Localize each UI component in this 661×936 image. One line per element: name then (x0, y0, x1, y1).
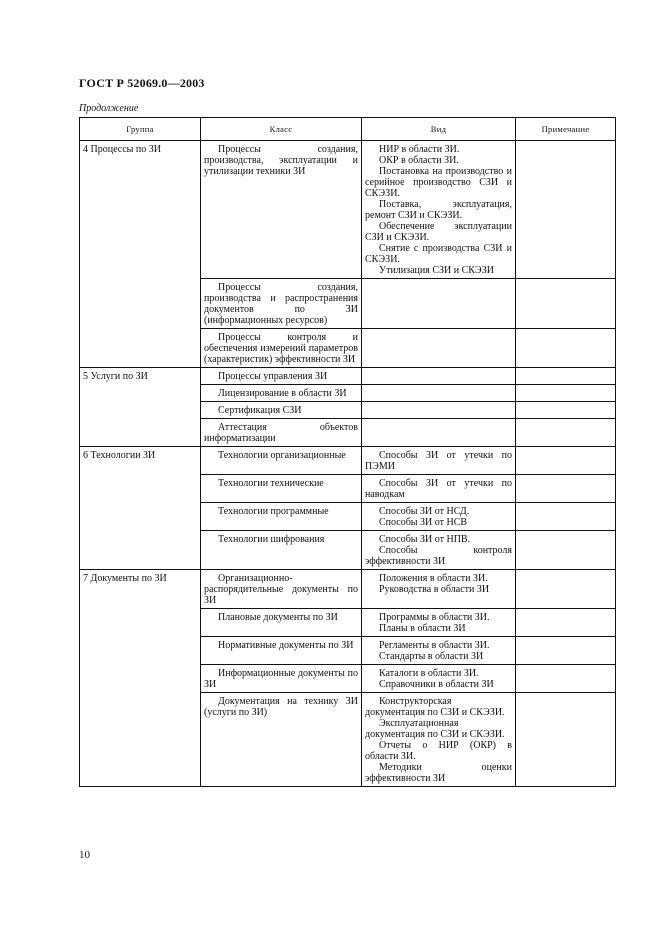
kind-item: Утилизация СЗИ и СКЭЗИ (379, 265, 495, 276)
class-cell: Процессы создания, производства и распространения документов по ЗИ (информационных ресурсов) (201, 279, 362, 329)
note-cell (516, 570, 616, 609)
kind-cell (362, 329, 516, 368)
kind-item: Способы ЗИ от утечки по ПЭМИ (365, 450, 512, 472)
kind-cell (362, 447, 516, 475)
continuation-label: Продолжение (79, 103, 139, 114)
table-row (80, 447, 616, 475)
kind-item: ОКР в области ЗИ. (379, 155, 459, 166)
kind-item: Способы ЗИ от НПВ. (379, 534, 471, 545)
classification-table (79, 117, 616, 787)
class-cell: Процессы контроля и обеспечения измерений параметров (характеристик) эффективности ЗИ (201, 329, 362, 368)
kind-item: Способы ЗИ от утечки по наводкам (365, 478, 512, 500)
table-row (80, 368, 616, 385)
note-cell (516, 693, 616, 787)
kind-cell (362, 385, 516, 402)
kind-cell (362, 503, 516, 531)
column-header-kind: Вид (362, 118, 516, 141)
table-row (80, 141, 616, 279)
class-cell: Организационно-распорядительные документы по ЗИ (201, 570, 362, 609)
kind-cell (362, 693, 516, 787)
column-header-class: Класс (201, 118, 362, 141)
note-cell (516, 141, 616, 279)
kind-cell (362, 531, 516, 570)
kind-cell (362, 570, 516, 609)
kind-item: Способы контроля эффективности ЗИ (365, 545, 512, 567)
group-cell: 7 Документы по ЗИ (80, 570, 201, 787)
kind-item: Поставка, эксплуатация, ремонт СЗИ и СКЭЗИ. (365, 199, 512, 221)
kind-cell (362, 368, 516, 385)
kind-item: НИР в области ЗИ. (379, 144, 460, 155)
kind-cell (362, 141, 516, 279)
class-cell: Документация на технику ЗИ (услуги по ЗИ) (201, 693, 362, 787)
note-cell (516, 531, 616, 570)
note-cell (516, 279, 616, 329)
class-cell: Технологии организационные (201, 447, 362, 475)
class-cell: Технологии технические (201, 475, 362, 503)
note-cell (516, 385, 616, 402)
class-cell: Процессы создания, производства, эксплуатации и утилизации техники ЗИ (201, 141, 362, 279)
kind-cell (362, 279, 516, 329)
table-row (80, 570, 616, 609)
column-header-group: Группа (80, 118, 201, 141)
column-header-note: Примечание (516, 118, 616, 141)
kind-cell (362, 637, 516, 665)
kind-item: Стандарты в области ЗИ (379, 651, 484, 662)
note-cell (516, 368, 616, 385)
group-cell: 4 Процессы по ЗИ (80, 141, 201, 368)
class-cell: Технологии программные (201, 503, 362, 531)
kind-item: Регламенты в области ЗИ. (379, 640, 490, 651)
class-cell: Лицензирование в области ЗИ (201, 385, 362, 402)
kind-item: Руководства в области ЗИ (379, 584, 490, 595)
class-cell: Сертификация СЗИ (201, 402, 362, 419)
note-cell (516, 665, 616, 693)
class-cell: Процессы управления ЗИ (201, 368, 362, 385)
class-cell: Технологии шифрования (201, 531, 362, 570)
kind-cell (362, 402, 516, 419)
kind-item: Программы в области ЗИ. (379, 612, 490, 623)
class-cell: Плановые документы по ЗИ (201, 609, 362, 637)
note-cell (516, 402, 616, 419)
group-cell: 6 Технологии ЗИ (80, 447, 201, 570)
class-cell: Информационные документы по ЗИ (201, 665, 362, 693)
class-cell: Нормативные документы по ЗИ (201, 637, 362, 665)
note-cell (516, 475, 616, 503)
table-body (80, 141, 616, 787)
note-cell (516, 609, 616, 637)
kind-item: Конструкторская документация по СЗИ и СКЭЗИ. (365, 696, 505, 718)
kind-item: Отчеты о НИР (ОКР) в области ЗИ. (365, 740, 512, 762)
kind-item: Каталоги в области ЗИ. (379, 668, 479, 679)
note-cell (516, 329, 616, 368)
kind-item: Постановка на производство и серийное производство СЗИ и СКЭЗИ. (365, 166, 512, 199)
kind-cell (362, 609, 516, 637)
kind-item: Планы в области ЗИ (379, 623, 466, 634)
kind-cell (362, 475, 516, 503)
page-number: 10 (79, 849, 90, 861)
group-cell: 5 Услуги по ЗИ (80, 368, 201, 447)
note-cell (516, 637, 616, 665)
table-header-row (80, 118, 616, 141)
kind-cell (362, 665, 516, 693)
kind-item: Снятие с производства СЗИ и СКЭЗИ. (365, 243, 512, 265)
kind-item: Справочники в области ЗИ (379, 679, 494, 690)
document-title: ГОСТ Р 52069.0—2003 (79, 76, 205, 90)
kind-item: Обеспечение эксплуатации СЗИ и СКЭЗИ. (365, 221, 512, 243)
kind-item: Положения в области ЗИ. (379, 573, 488, 584)
kind-cell (362, 419, 516, 447)
kind-item: Методики оценки эффективности ЗИ (365, 762, 512, 784)
note-cell (516, 447, 616, 475)
kind-item: Эксплуатационная документация по СЗИ и СКЭЗИ. (365, 718, 505, 740)
class-cell: Аттестация объектов информатизации (201, 419, 362, 447)
kind-item: Способы ЗИ от НСД. (379, 506, 470, 517)
kind-item: Способы ЗИ от НСВ (379, 517, 468, 528)
note-cell (516, 503, 616, 531)
note-cell (516, 419, 616, 447)
